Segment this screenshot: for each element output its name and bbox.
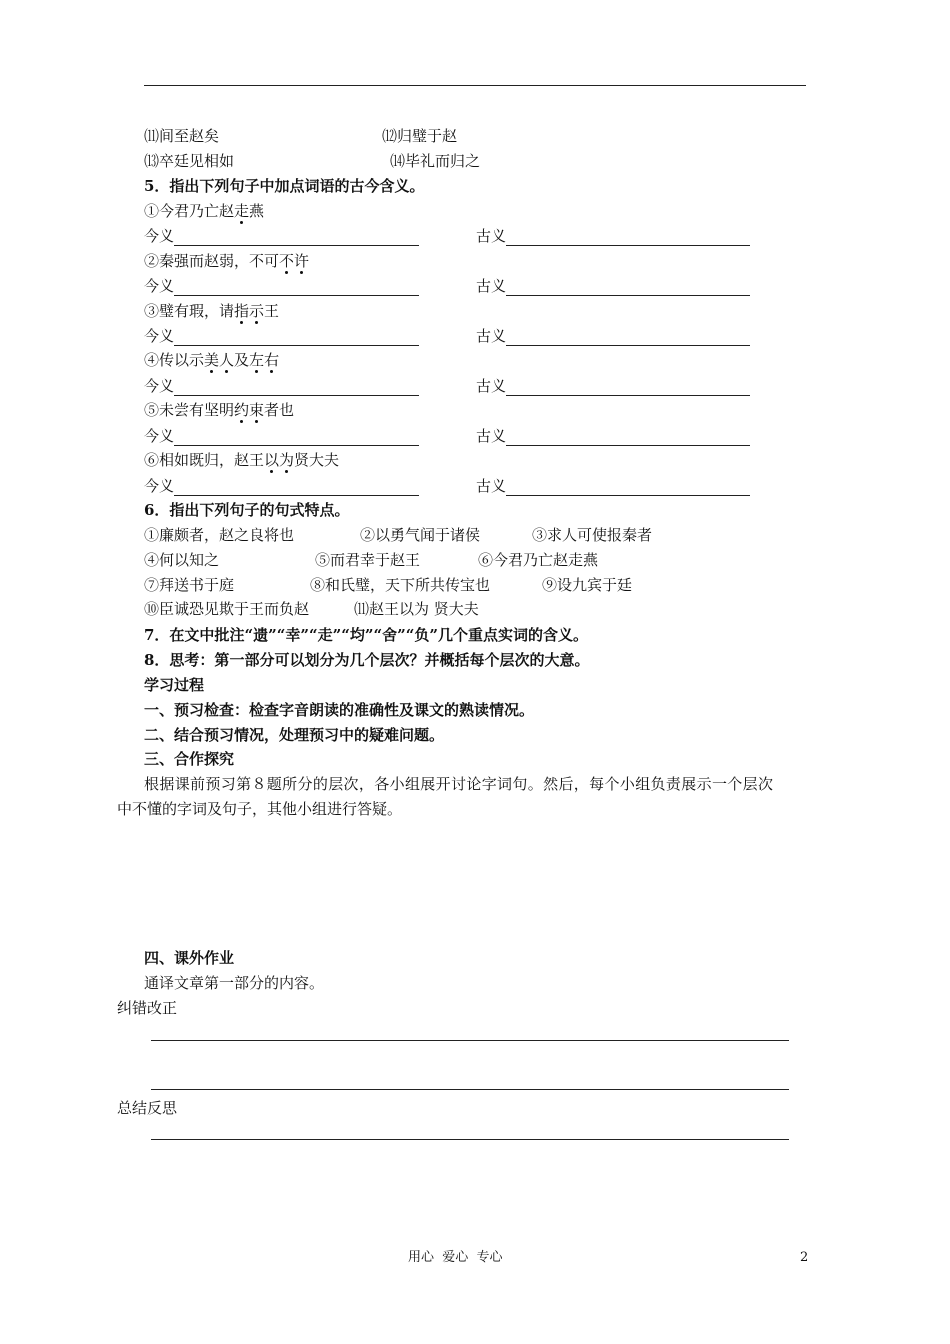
q8-text: 8．思考：第一部分可以划分为几个层次？并概括每个层次的大意。: [144, 651, 590, 669]
q5-sentence-1: ①今君乃亡赵走燕: [144, 202, 265, 220]
gu-answer-field[interactable]: [506, 479, 750, 496]
q6-item: ①廉颇者，赵之良将也: [144, 526, 295, 544]
jin-answer-field[interactable]: [174, 479, 419, 496]
q5-jin-row-2: [144, 276, 419, 296]
jin-label: 今义: [144, 377, 175, 395]
homework-text: 通译文章第一部分的内容。: [144, 974, 325, 992]
q5-jin-row-3: [144, 326, 419, 346]
item-14: ⒁毕礼而归之: [390, 152, 481, 170]
gu-answer-field[interactable]: [506, 329, 750, 346]
q5-jin-row-6: [144, 476, 419, 496]
q6-item: ⑤而君幸于赵王: [315, 551, 421, 569]
correction-line-2[interactable]: [151, 1089, 789, 1090]
q5-sentence-2: ②秦强而赵弱，不可不许: [144, 252, 310, 270]
gu-label: 古义: [476, 277, 507, 295]
q6-item: ④何以知之: [144, 551, 220, 569]
q6-item: ③求人可使报秦者: [532, 526, 653, 544]
gu-answer-field[interactable]: [506, 229, 750, 246]
jin-label: 今义: [144, 427, 175, 445]
process-paragraph-line-1: 根据课前预习第８题所分的层次，各小组展开讨论字词句。然后，每个小组负责展示一个层次: [144, 775, 774, 793]
jin-answer-field[interactable]: [174, 429, 419, 446]
q6-item: ⑩臣诚恐见欺于王而负赵: [144, 600, 310, 618]
footer-motto: 用心 爱心 专心: [408, 1250, 503, 1265]
q6-item: ⑨设九宾于廷: [542, 576, 633, 594]
jin-label: 今义: [144, 327, 175, 345]
q5-jin-row-5: [144, 426, 419, 446]
q5-gu-row-5: [476, 426, 750, 446]
process-title: 学习过程: [144, 676, 205, 694]
reflection-line[interactable]: [151, 1139, 789, 1140]
gu-answer-field[interactable]: [506, 279, 750, 296]
q5-sentence-4: ④传以示美人及左右: [144, 351, 280, 369]
page-number: 2: [800, 1250, 809, 1265]
gu-label: 古义: [476, 477, 507, 495]
header-rule: [144, 85, 806, 86]
q6-item: ⑦拜送书于庭: [144, 576, 235, 594]
gu-answer-field[interactable]: [506, 429, 750, 446]
q6-item: ⑧和氏璧，天下所共传宝也: [310, 576, 491, 594]
gu-label: 古义: [476, 377, 507, 395]
correction-line-1[interactable]: [151, 1040, 789, 1041]
q5-gu-row-4: [476, 376, 750, 396]
q5-sentence-5: ⑤未尝有坚明约束者也: [144, 401, 295, 419]
process-step-2: 二、结合预习情况，处理预习中的疑难问题。: [144, 726, 445, 744]
q7-text: 7．在文中批注“遗”“幸”“走”“均”“舍”“负”几个重点实词的含义。: [144, 626, 588, 644]
gu-label: 古义: [476, 227, 507, 245]
q5-jin-row-1: [144, 226, 419, 246]
q5-gu-row-2: [476, 276, 750, 296]
jin-label: 今义: [144, 277, 175, 295]
item-12: ⑿归璧于赵: [382, 127, 458, 145]
q5-gu-row-3: [476, 326, 750, 346]
jin-label: 今义: [144, 477, 175, 495]
homework-title: 四、课外作业: [144, 949, 235, 967]
q5-gu-row-1: [476, 226, 750, 246]
q5-gu-row-6: [476, 476, 750, 496]
jin-answer-field[interactable]: [174, 279, 419, 296]
process-step-1: 一、预习检查：检查字音朗读的准确性及课文的熟读情况。: [144, 701, 535, 719]
q5-heading: 5．指出下列句子中加点词语的古今含义。: [144, 177, 425, 195]
q6-item: ⑾赵王以为 贤大夫: [354, 600, 479, 618]
q6-heading: 6．指出下列句子的句式特点。: [144, 501, 350, 519]
process-paragraph-line-2: 中不懂的字词及句子，其他小组进行答疑。: [117, 800, 403, 818]
correction-label: 纠错改正: [117, 999, 178, 1017]
process-step-3: 三、合作探究: [144, 750, 235, 768]
gu-label: 古义: [476, 427, 507, 445]
jin-answer-field[interactable]: [174, 229, 419, 246]
jin-answer-field[interactable]: [174, 379, 419, 396]
q6-item: ⑥今君乃亡赵走燕: [478, 551, 599, 569]
gu-answer-field[interactable]: [506, 379, 750, 396]
reflection-label: 总结反思: [117, 1099, 178, 1117]
jin-label: 今义: [144, 227, 175, 245]
gu-label: 古义: [476, 327, 507, 345]
item-11: ⑾间至赵矣: [144, 127, 220, 145]
q5-sentence-3: ③璧有瑕，请指示王: [144, 302, 280, 320]
q5-jin-row-4: [144, 376, 419, 396]
item-13: ⒀卒廷见相如: [144, 152, 235, 170]
q5-sentence-6: ⑥相如既归，赵王以为贤大夫: [144, 451, 340, 469]
jin-answer-field[interactable]: [174, 329, 419, 346]
q6-item: ②以勇气闻于诸侯: [360, 526, 481, 544]
